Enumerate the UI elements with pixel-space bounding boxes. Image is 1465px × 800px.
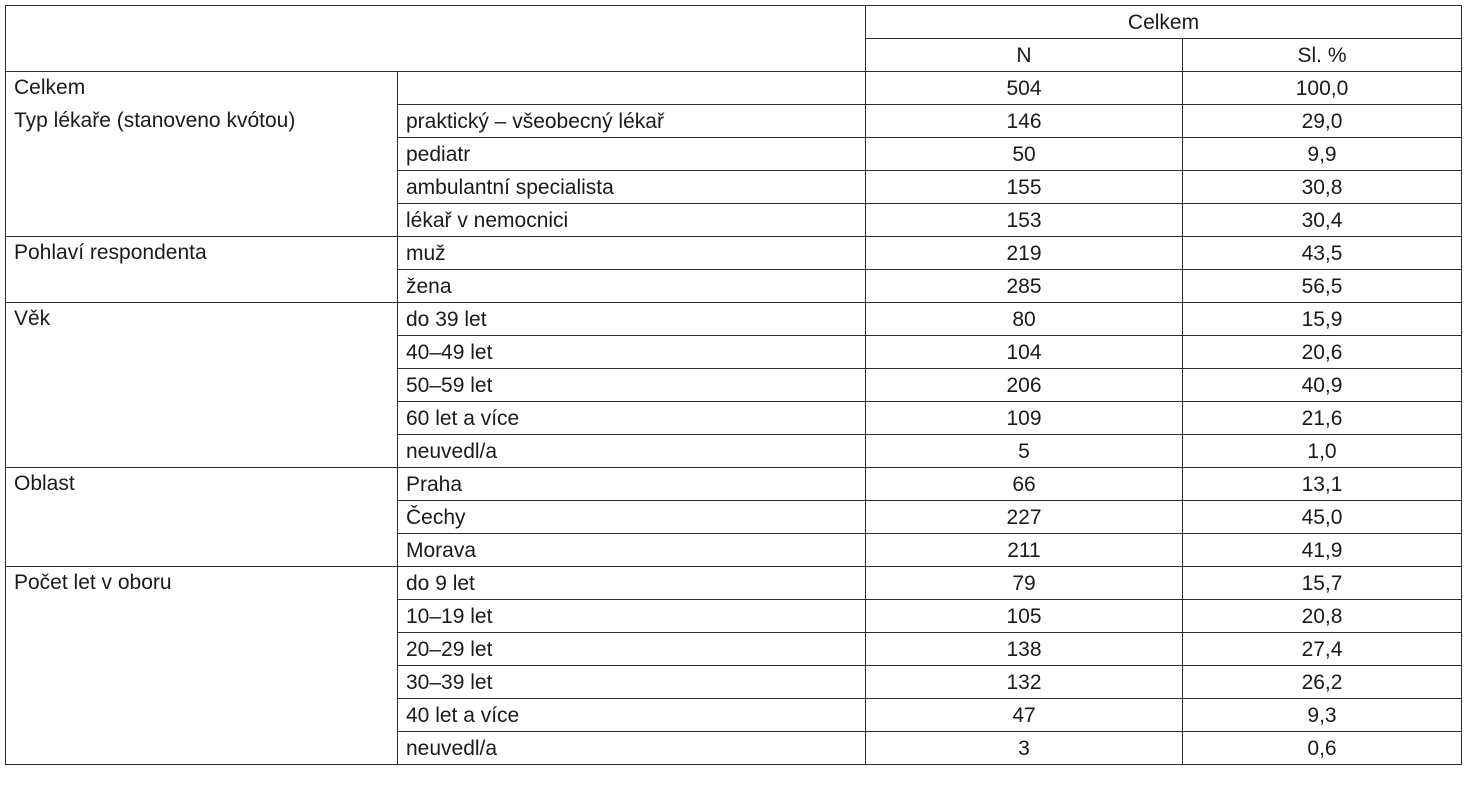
percent-cell: 41,9 [1183,534,1462,567]
count-cell: 3 [866,732,1183,765]
header-row-top [6,6,1462,39]
count-cell: 105 [866,600,1183,633]
table-row [6,468,1462,501]
group-label: Typ lékaře (stanoveno kvótou) [6,105,398,237]
percent-cell: 20,8 [1183,600,1462,633]
percent-cell: 30,4 [1183,204,1462,237]
percent-cell: 100,0 [1183,72,1462,105]
count-cell: 109 [866,402,1183,435]
statistics-table [5,5,1462,765]
category-cell: Morava [398,534,866,567]
percent-cell: 15,9 [1183,303,1462,336]
count-cell: 138 [866,633,1183,666]
percent-cell: 45,0 [1183,501,1462,534]
percent-cell: 21,6 [1183,402,1462,435]
category-cell: do 39 let [398,303,866,336]
percent-cell: 40,9 [1183,369,1462,402]
count-cell: 219 [866,237,1183,270]
category-cell: Čechy [398,501,866,534]
group-label: Celkem [6,72,398,105]
category-cell: neuvedl/a [398,435,866,468]
category-cell: žena [398,270,866,303]
percent-cell: 29,0 [1183,105,1462,138]
category-cell: lékař v nemocnici [398,204,866,237]
count-cell: 47 [866,699,1183,732]
group-label: Oblast [6,468,398,567]
category-cell: 50–59 let [398,369,866,402]
table-row [6,105,1462,138]
group-label: Věk [6,303,398,468]
percent-cell: 56,5 [1183,270,1462,303]
header-group-label: Celkem [866,6,1462,39]
category-cell: 40–49 let [398,336,866,369]
percent-cell: 27,4 [1183,633,1462,666]
count-cell: 206 [866,369,1183,402]
category-cell: 40 let a více [398,699,866,732]
category-cell: do 9 let [398,567,866,600]
count-cell: 504 [866,72,1183,105]
count-cell: 153 [866,204,1183,237]
category-cell: 10–19 let [398,600,866,633]
percent-cell: 26,2 [1183,666,1462,699]
category-cell: ambulantní specialista [398,171,866,204]
count-cell: 285 [866,270,1183,303]
category-cell: Praha [398,468,866,501]
percent-cell: 9,3 [1183,699,1462,732]
header-empty-cell [6,6,866,72]
header-n: N [866,39,1183,72]
percent-cell: 15,7 [1183,567,1462,600]
count-cell: 79 [866,567,1183,600]
table-row [6,303,1462,336]
header-pct: Sl. % [1183,39,1462,72]
count-cell: 211 [866,534,1183,567]
count-cell: 66 [866,468,1183,501]
percent-cell: 20,6 [1183,336,1462,369]
count-cell: 227 [866,501,1183,534]
category-cell: 20–29 let [398,633,866,666]
count-cell: 146 [866,105,1183,138]
category-cell: neuvedl/a [398,732,866,765]
table-row [6,72,1462,105]
count-cell: 155 [866,171,1183,204]
category-cell: muž [398,237,866,270]
group-label: Počet let v oboru [6,567,398,765]
category-cell: praktický – všeobecný lékař [398,105,866,138]
table-row [6,237,1462,270]
percent-cell: 1,0 [1183,435,1462,468]
category-cell: pediatr [398,138,866,171]
category-cell: 60 let a více [398,402,866,435]
percent-cell: 0,6 [1183,732,1462,765]
count-cell: 104 [866,336,1183,369]
category-cell [398,72,866,105]
percent-cell: 9,9 [1183,138,1462,171]
count-cell: 50 [866,138,1183,171]
category-cell: 30–39 let [398,666,866,699]
group-label: Pohlaví respondenta [6,237,398,303]
table-row [6,567,1462,600]
count-cell: 5 [866,435,1183,468]
percent-cell: 30,8 [1183,171,1462,204]
percent-cell: 43,5 [1183,237,1462,270]
count-cell: 80 [866,303,1183,336]
percent-cell: 13,1 [1183,468,1462,501]
count-cell: 132 [866,666,1183,699]
